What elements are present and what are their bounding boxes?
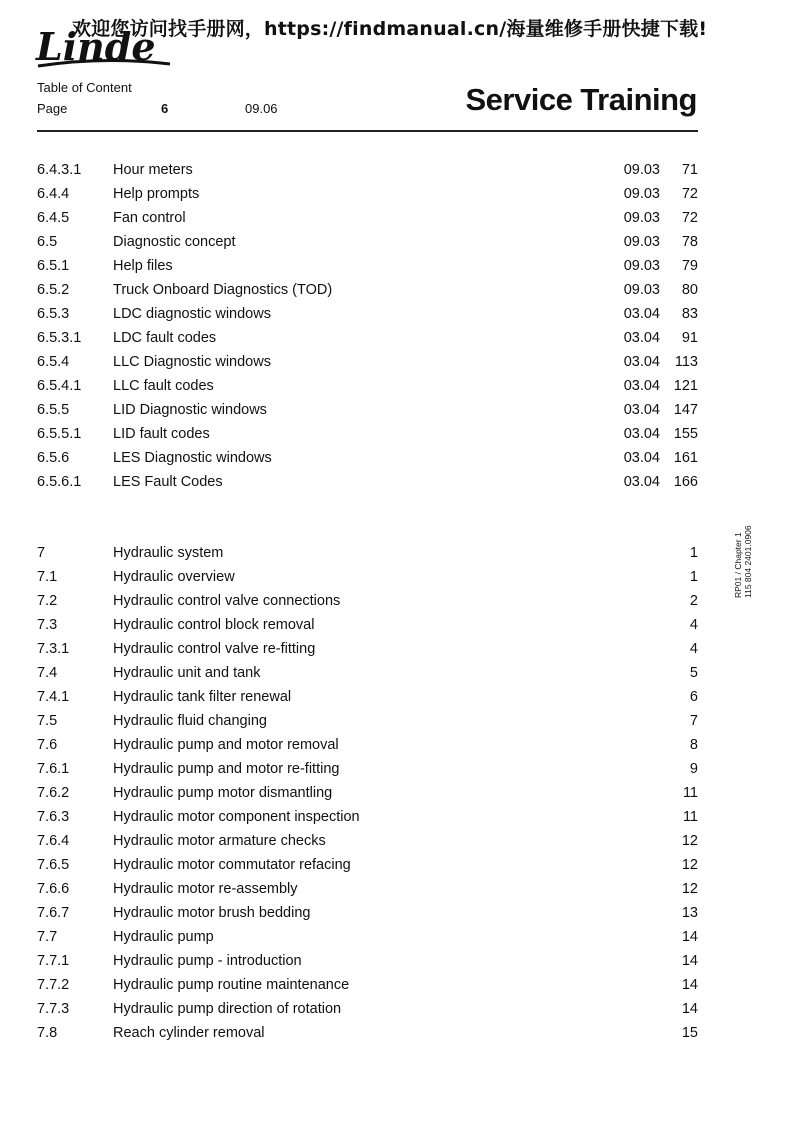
toc-entry-page: 14 <box>681 953 698 969</box>
toc-entry-number: 7.8 <box>37 1025 58 1041</box>
toc-entry-page: 113 <box>674 354 698 370</box>
toc-entry-title: Hydraulic motor component inspection <box>113 809 360 825</box>
toc-entry-date: 03.04 <box>623 402 660 418</box>
toc-entry-title: Help prompts <box>113 186 200 202</box>
toc-entry-title: LID fault codes <box>113 426 210 442</box>
toc-entry-title: Help files <box>113 258 173 274</box>
toc-entry-page: 161 <box>673 450 698 466</box>
toc-entry-title: Hydraulic unit and tank <box>113 665 261 681</box>
toc-entry[interactable] <box>37 541 698 565</box>
toc-entry-page: 78 <box>681 234 698 250</box>
toc-entry[interactable] <box>37 877 698 901</box>
toc-entry-date: 09.03 <box>623 162 660 178</box>
toc-entry[interactable] <box>37 805 698 829</box>
toc-entry-page: 13 <box>681 905 698 921</box>
toc-entry[interactable] <box>37 1021 698 1045</box>
toc-entry-number: 6.4.5 <box>37 210 70 226</box>
page-number: 6 <box>161 101 169 116</box>
toc-entry-title: Hydraulic control block removal <box>113 617 315 633</box>
toc-entry-title: Hydraulic pump routine maintenance <box>113 977 350 993</box>
toc-entry-title: Reach cylinder removal <box>113 1025 265 1041</box>
toc-entry-page: 5 <box>689 665 698 681</box>
toc-entry[interactable] <box>37 925 698 949</box>
toc-entry-title: Truck Onboard Diagnostics (TOD) <box>113 282 333 298</box>
toc-entry-title: Hour meters <box>113 162 193 178</box>
toc-entry-number: 6.5 <box>37 234 58 250</box>
toc-entry-page: 80 <box>681 282 698 298</box>
toc-entry-number: 7.6.2 <box>37 785 70 801</box>
toc-entry-page: 14 <box>681 929 698 945</box>
toc-entry-title: LES Diagnostic windows <box>113 450 272 466</box>
toc-entry-number: 7.6.6 <box>37 881 70 897</box>
toc-entry[interactable] <box>37 230 698 254</box>
toc-entry-title: LID Diagnostic windows <box>113 402 267 418</box>
toc-entry-page: 15 <box>681 1025 698 1041</box>
toc-entry-date: 09.03 <box>623 186 660 202</box>
toc-entry-number: 6.5.5.1 <box>37 426 82 442</box>
toc-entry-number: 6.5.3.1 <box>37 330 82 346</box>
toc-entry-date: 09.03 <box>623 210 660 226</box>
toc-entry[interactable] <box>37 278 698 302</box>
toc-entry-title: Hydraulic motor commutator refacing <box>113 857 351 873</box>
toc-entry[interactable] <box>37 589 698 613</box>
toc-entry[interactable] <box>37 206 698 230</box>
toc-entry-page: 14 <box>681 977 698 993</box>
toc-entry-title: Hydraulic pump <box>113 929 214 945</box>
toc-entry-number: 7.6.3 <box>37 809 70 825</box>
toc-entry-number: 7.6.4 <box>37 833 70 849</box>
toc-entry-page: 72 <box>681 186 698 202</box>
toc-entry[interactable] <box>37 158 698 182</box>
toc-entry-page: 83 <box>681 306 698 322</box>
toc-entry-title: Diagnostic concept <box>113 234 236 250</box>
toc-entry-number: 6.4.3.1 <box>37 162 82 178</box>
toc-entry-number: 7.4 <box>37 665 58 681</box>
toc-entry-title: Hydraulic motor re-assembly <box>113 881 298 897</box>
toc-entry[interactable] <box>37 302 698 326</box>
toc-entry-number: 6.5.2 <box>37 282 70 298</box>
toc-entry-page: 6 <box>689 689 698 705</box>
toc-entry-page: 9 <box>689 761 698 777</box>
linde-logo <box>34 26 174 68</box>
toc-entry-title: Hydraulic overview <box>113 569 235 585</box>
toc-entry-page: 1 <box>689 545 698 561</box>
toc-entry-title: Hydraulic control valve re-fitting <box>113 641 316 657</box>
toc-entry[interactable] <box>37 326 698 350</box>
toc-entry[interactable] <box>37 997 698 1021</box>
toc-entry-number: 7.2 <box>37 593 58 609</box>
toc-entry-number: 7.1 <box>37 569 58 585</box>
page-title: Service Training <box>465 82 697 117</box>
toc-entry-date: 03.04 <box>623 450 660 466</box>
toc-entry-number: 7 <box>37 545 46 561</box>
toc-entry-title: Hydraulic tank filter renewal <box>113 689 292 705</box>
toc-entry-page: 79 <box>681 258 698 274</box>
toc-entry[interactable] <box>37 733 698 757</box>
toc-entry-number: 6.5.4.1 <box>37 378 82 394</box>
toc-entry-page: 71 <box>681 162 698 178</box>
toc-entry[interactable] <box>37 398 698 422</box>
toc-entry-number: 7.3 <box>37 617 58 633</box>
side-note-line2: 115 804 2401.0906 <box>743 525 753 598</box>
toc-entry-page: 1 <box>689 569 698 585</box>
toc-entry-page: 166 <box>673 474 698 490</box>
toc-entry[interactable] <box>37 709 698 733</box>
toc-entry-page: 4 <box>689 617 698 633</box>
toc-entry-page: 12 <box>681 833 698 849</box>
toc-entry-number: 7.3.1 <box>37 641 70 657</box>
toc-entry-title: LLC fault codes <box>113 378 214 394</box>
toc-entry-number: 6.5.3 <box>37 306 70 322</box>
toc-entry-number: 6.4.4 <box>37 186 70 202</box>
toc-entry-date: 03.04 <box>623 474 660 490</box>
toc-entry-date: 03.04 <box>623 330 660 346</box>
toc-entry-number: 6.5.6 <box>37 450 70 466</box>
toc-entry-page: 72 <box>681 210 698 226</box>
toc-entry-title: Hydraulic motor armature checks <box>113 833 326 849</box>
toc-entry-page: 2 <box>689 593 698 609</box>
toc-entry[interactable] <box>37 422 698 446</box>
toc-entry-number: 6.5.1 <box>37 258 70 274</box>
toc-entry[interactable] <box>37 901 698 925</box>
toc-entry[interactable] <box>37 829 698 853</box>
toc-entry-date: 09.03 <box>623 234 660 250</box>
toc-section-6 <box>37 158 698 494</box>
toc-entry-page: 12 <box>681 881 698 897</box>
toc-entry-number: 6.5.4 <box>37 354 70 370</box>
toc-entry-number: 6.5.5 <box>37 402 70 418</box>
toc-entry[interactable] <box>37 781 698 805</box>
toc-entry[interactable] <box>37 374 698 398</box>
toc-entry-page: 147 <box>673 402 698 418</box>
header-date: 09.06 <box>245 101 278 116</box>
toc-entry-title: Hydraulic motor brush bedding <box>113 905 311 921</box>
toc-entry-number: 7.6.7 <box>37 905 70 921</box>
toc-entry-page: 11 <box>682 785 698 801</box>
toc-entry[interactable] <box>37 254 698 278</box>
toc-entry-page: 91 <box>681 330 698 346</box>
toc-entry-page: 11 <box>682 809 698 825</box>
toc-entry[interactable] <box>37 757 698 781</box>
side-note-line1: RP01 / Chapter 1 <box>733 532 743 598</box>
document-reference <box>733 525 753 598</box>
download-banner: 欢迎您访问找手册网，https://findmanual.cn/海量维修手册快捷下载! <box>72 18 708 40</box>
toc-entry[interactable] <box>37 446 698 470</box>
toc-entry[interactable] <box>37 949 698 973</box>
toc-entry-title: Hydraulic pump motor dismantling <box>113 785 333 801</box>
toc-entry-title: LES Fault Codes <box>113 474 223 490</box>
toc-entry-number: 7.7 <box>37 929 58 945</box>
toc-entry-title: Hydraulic system <box>113 545 224 561</box>
toc-entry-number: 6.5.6.1 <box>37 474 82 490</box>
header-rule <box>37 130 698 132</box>
toc-entry-number: 7.5 <box>37 713 58 729</box>
toc-entry[interactable] <box>37 637 698 661</box>
toc-entry-date: 03.04 <box>623 354 660 370</box>
toc-entry-page: 7 <box>689 713 698 729</box>
toc-entry-number: 7.6 <box>37 737 58 753</box>
toc-entry-date: 03.04 <box>623 378 660 394</box>
toc-entry-number: 7.7.3 <box>37 1001 70 1017</box>
toc-entry-number: 7.7.1 <box>37 953 70 969</box>
toc-entry[interactable] <box>37 853 698 877</box>
toc-entry-title: Fan control <box>113 210 186 226</box>
toc-entry-number: 7.6.5 <box>37 857 70 873</box>
toc-entry[interactable] <box>37 685 698 709</box>
toc-entry[interactable] <box>37 565 698 589</box>
toc-entry[interactable] <box>37 182 698 206</box>
toc-label: Table of Content <box>37 80 132 95</box>
toc-entry-number: 7.7.2 <box>37 977 70 993</box>
toc-entry-date: 09.03 <box>623 258 660 274</box>
toc-entry-date: 03.04 <box>623 426 660 442</box>
toc-entry[interactable] <box>37 613 698 637</box>
toc-entry[interactable] <box>37 973 698 997</box>
toc-entry-number: 7.4.1 <box>37 689 70 705</box>
toc-section-7 <box>37 541 698 1045</box>
toc-entry-title: LDC diagnostic windows <box>113 306 271 322</box>
toc-entry-title: Hydraulic pump and motor re-fitting <box>113 761 340 777</box>
toc-entry-page: 155 <box>673 426 698 442</box>
toc-entry-page: 4 <box>689 641 698 657</box>
page-label: Page <box>37 101 68 116</box>
toc-entry-title: LLC Diagnostic windows <box>113 354 271 370</box>
toc-entry-page: 121 <box>673 378 698 394</box>
toc-entry[interactable] <box>37 661 698 685</box>
toc-entry-title: Hydraulic pump and motor removal <box>113 737 339 753</box>
toc-entry-date: 03.04 <box>623 306 660 322</box>
toc-entry-title: Hydraulic control valve connections <box>113 593 341 609</box>
toc-entry-date: 09.03 <box>623 282 660 298</box>
toc-entry-page: 14 <box>681 1001 698 1017</box>
toc-entry[interactable] <box>37 350 698 374</box>
toc-entry-page: 8 <box>689 737 698 753</box>
toc-entry-title: Hydraulic pump direction of rotation <box>113 1001 342 1017</box>
toc-entry-title: Hydraulic pump - introduction <box>113 953 302 969</box>
toc-entry-number: 7.6.1 <box>37 761 70 777</box>
toc-entry[interactable] <box>37 470 698 494</box>
toc-entry-title: LDC fault codes <box>113 330 217 346</box>
toc-entry-title: Hydraulic fluid changing <box>113 713 267 729</box>
toc-entry-page: 12 <box>681 857 698 873</box>
logo-text: Linde <box>36 26 156 68</box>
